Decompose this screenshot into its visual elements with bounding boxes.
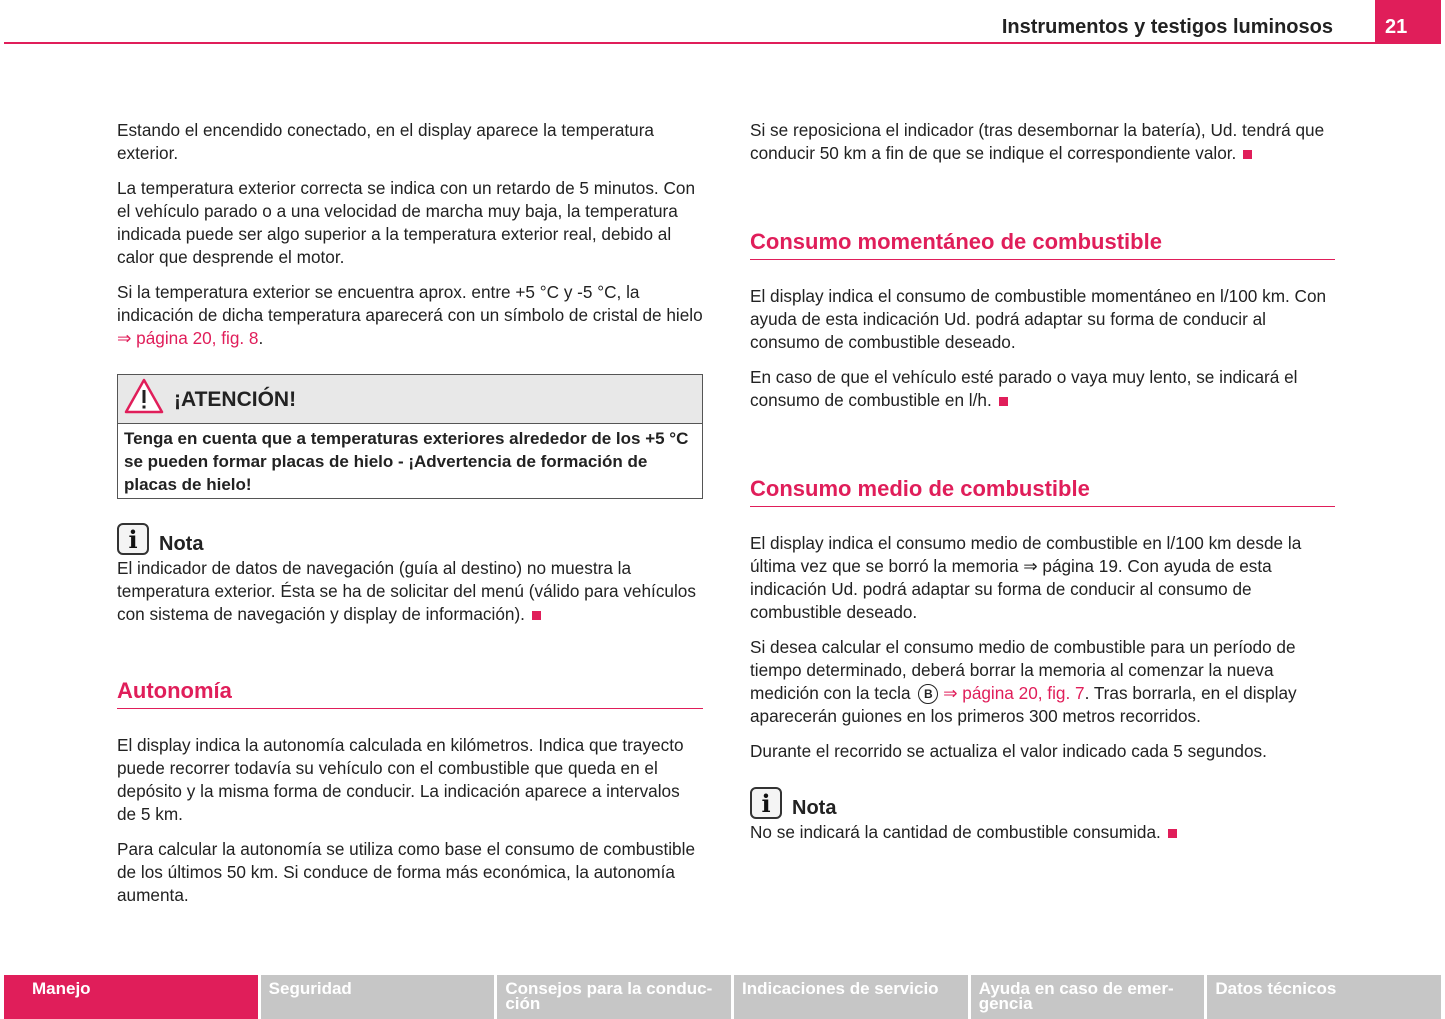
warning-triangle-icon	[124, 378, 164, 420]
end-of-section-marker	[532, 611, 541, 620]
paragraph: Estando el encendido conectado, en el display aparece la temperatura exterior.	[117, 120, 654, 163]
key-b-icon: B	[918, 684, 938, 704]
paragraph	[117, 281, 703, 350]
paragraph	[750, 366, 1335, 412]
info-icon: i	[750, 787, 782, 819]
tab-consejos-conduccion[interactable]: Consejos para la conduc-ción	[497, 975, 731, 1019]
paragraph	[750, 636, 1335, 728]
note-body	[750, 821, 1335, 844]
section-heading-consumo-medio: Consumo medio de combustible	[750, 475, 1335, 507]
page-number: 21	[1375, 0, 1441, 44]
section-heading-autonomia: Autonomía	[117, 677, 703, 709]
tab-indicaciones-servicio[interactable]: Indicaciones de servicio	[734, 975, 968, 1019]
end-of-section-marker	[999, 397, 1008, 406]
note-title: Nota	[159, 533, 204, 555]
paragraph-text: . Tras borrarla, en el display aparecerán guiones en los primeros 300 metros recorridos.	[750, 683, 1297, 726]
section-heading-consumo-momentaneo: Consumo momentáneo de combustible	[750, 228, 1335, 260]
warning-body: Tenga en cuenta que a temperaturas exteriores alrededor de los +5 °C se pueden formar placas de hielo - ¡Advertencia de formación de placas de hielo!	[124, 429, 689, 494]
paragraph: El display indica la autonomía calculada en kilómetros. Indica que trayecto puede recorrer todavía su vehículo con el combustible que queda en el depósito y la misma forma de conducir. La indicación aparece a intervalos de 5 km.	[117, 735, 684, 824]
paragraph: Para calcular la autonomía se utiliza como base el consumo de combustible de los últimos 50 km. Si conduce de forma más económica, la autonomía aumenta.	[117, 839, 695, 905]
tab-manejo[interactable]: Manejo	[4, 975, 258, 1019]
page-header-title: Instrumentos y testigos luminosos	[1001, 16, 1333, 38]
note-title: Nota	[792, 797, 837, 819]
paragraph: La temperatura exterior correcta se indica con un retardo de 5 minutos. Con el vehículo parado o a una velocidad de marcha muy baja, la temperatura indicada puede ser algo superior a la temperatura exterior real, debido al calor que desprende el motor.	[117, 178, 695, 267]
paragraph	[750, 119, 1335, 165]
paragraph: Durante el recorrido se actualiza el valor indicado cada 5 segundos.	[750, 741, 1267, 761]
note-block	[750, 787, 1335, 844]
page-reference-link[interactable]: ⇒ página 20, fig. 7	[943, 683, 1085, 703]
warning-title: ¡ATENCIÓN!	[174, 387, 297, 411]
right-column	[750, 119, 1335, 856]
header-rule	[4, 42, 1375, 44]
info-icon: i	[117, 523, 149, 555]
paragraph-text: Si desea calcular el consumo medio de combustible para un período de tiempo determinado, deberá borrar la memoria al comenzar la nueva medición con la tecla	[750, 637, 1296, 703]
note-block	[117, 523, 703, 626]
paragraph-text: En caso de que el vehículo esté parado o vaya muy lento, se indicará el consumo de combustible en l/h.	[750, 367, 1298, 410]
paragraph: El display indica el consumo medio de combustible en l/100 km desde la última vez que se borró la memoria ⇒ página 19. Con ayuda de esta indicación Ud. podrá adaptar su forma de conducir al consumo de combustible deseado.	[750, 533, 1302, 622]
note-header	[750, 787, 1335, 819]
end-of-section-marker	[1243, 150, 1252, 159]
warning-box	[117, 374, 703, 499]
paragraph: El display indica el consumo de combustible momentáneo en l/100 km. Con ayuda de esta indicación Ud. podrá adaptar su forma de conducir al consumo de combustible deseado.	[750, 286, 1327, 352]
tab-ayuda-emergencia[interactable]: Ayuda en caso de emer-gencia	[971, 975, 1205, 1019]
page-reference-link[interactable]: ⇒ página 20, fig. 8	[117, 328, 259, 348]
tab-seguridad[interactable]: Seguridad	[261, 975, 495, 1019]
footer-tab-bar	[4, 975, 1441, 1019]
period: .	[258, 328, 264, 348]
note-text: El indicador de datos de navegación (guía al destino) no muestra la temperatura exterior. Ésta se ha de solicitar del menú (válido para vehículos con sistema de navegación y display de información).	[117, 558, 696, 624]
paragraph-text: Si la temperatura exterior se encuentra aprox. entre +5 °C y -5 °C, la indicación de dicha temperatura aparecerá con un símbolo de cristal de hielo	[117, 282, 703, 325]
note-header	[117, 523, 703, 555]
tab-datos-tecnicos[interactable]: Datos técnicos	[1207, 975, 1441, 1019]
end-of-section-marker	[1168, 829, 1177, 838]
note-body	[117, 557, 703, 626]
warning-header	[118, 375, 702, 424]
paragraph-text: Si se reposiciona el indicador (tras desembornar la batería), Ud. tendrá que conducir 50 km a fin de que se indique el correspondiente valor.	[750, 120, 1325, 163]
left-column	[117, 119, 703, 919]
note-text: No se indicará la cantidad de combustible consumida.	[750, 822, 1161, 842]
